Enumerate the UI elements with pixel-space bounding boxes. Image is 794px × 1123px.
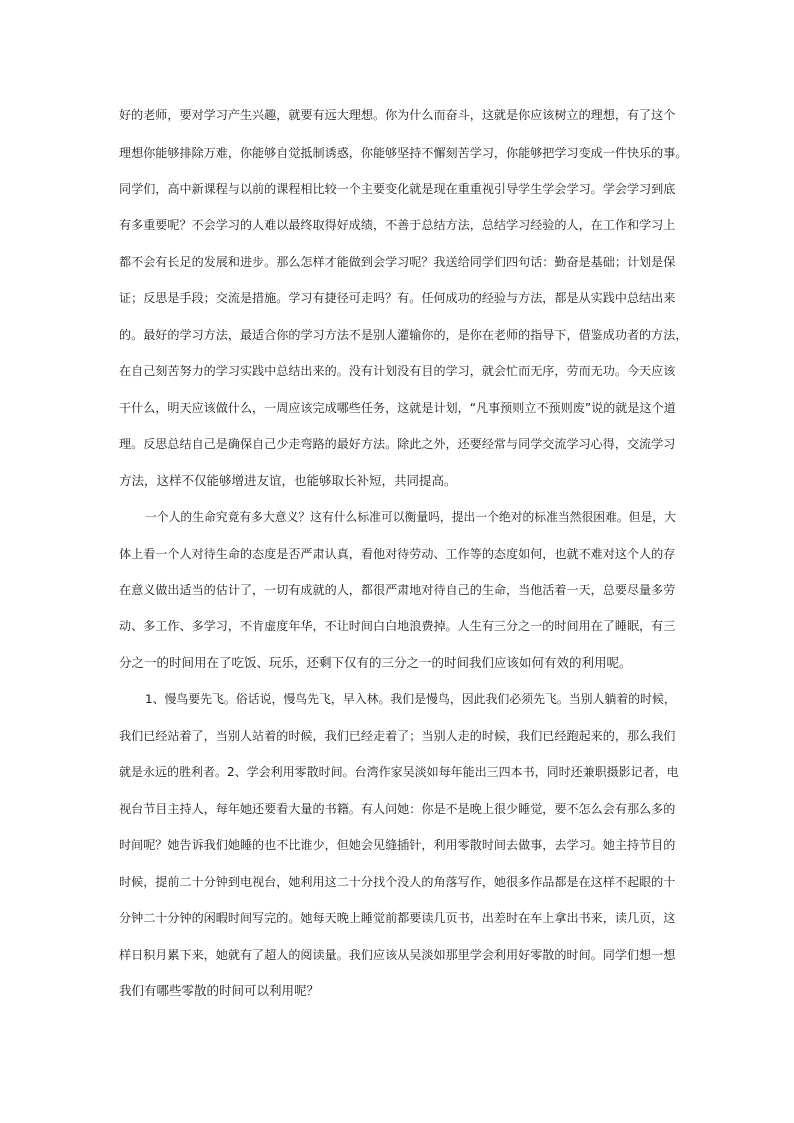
text-line: 方法，这样不仅能够增进友谊，也能够取长补短，共同提高。 [119,473,457,488]
text-line: 我们有哪些零散的时间可以利用呢？ [119,983,320,998]
text-line: 视台节目主持人，每年她还要看大量的书籍。有人问她：你是不是晚上很少睡觉，要不怎么会有那么多的 [119,802,676,816]
text-line: 样日积月累下来，她就有了超人的阅读量。我们应该从吴淡如那里学会利用好零散的时间。同学们想一想 [119,948,676,962]
text-line: 时候，提前二十分钟到电视台，她利用这二十分找个没人的角落写作，她很多作品都是在这样不起眼的十 [119,875,676,889]
text-line: 有多重要呢？不会学习的人难以最终取得好成绩，不善于总结方法，总结学习经验的人，在工作和学习上 [119,218,676,232]
text-line: 在自己刻苦努力的学习实践中总结出来的。没有计划没有目的学习，就会忙而无序，劳而无功。今天应该 [119,364,676,378]
text-line: 证；反思是手段；交流是措施。学习有捷径可走吗？有。任何成功的经验与方法，都是从实践中总结出来 [119,291,676,305]
text-line: 理想你能够排除万难，你能够自觉抵制诱惑，你能够坚持不懈刻苦学习，你能够把学习变成一件快乐的事。 [119,146,687,160]
text-line: 理。反思总结自己是确保自己少走弯路的最好方法。除此之外，还要经常与同学交流学习心得，交流学习 [119,437,676,451]
text-line: 干什么，明天应该做什么，一周应该完成哪些任务，这就是计划，“凡事预则立不预则废”说的就是这个道 [119,401,676,415]
text-line: 时间呢？她告诉我们她睡的也不比谁少，但她会见缝插针，利用零散时间去做事，去学习。她主持节目的 [119,838,676,852]
text-line: 一个人的生命究竟有多大意义？这有什么标准可以衡量吗，提出一个绝对的标准当然很困难。但是，大 [145,510,676,524]
text-line: 1、慢鸟要先飞。俗话说，慢鸟先飞，早入林。我们是慢鸟，因此我们必须先飞。当别人躺着的时候， [145,692,676,706]
text-line: 体上看一个人对待生命的态度是否严肃认真，看他对待劳动、工作等的态度如何，也就不难对这个人的存 [119,547,676,561]
text-line: 在意义做出适当的估计了，一切有成就的人，都很严肃地对待自己的生命，当他活着一天，总要尽量多劳 [119,583,676,597]
text-line: 我们已经站着了，当别人站着的时候，我们已经走着了；当别人走的时候，我们已经跑起来的，那么我们 [119,729,676,743]
text-line: 动、多工作、多学习，不肯虚度年华，不让时间白白地浪费掉。人生有三分之一的时间用在了睡眠，有三 [119,619,676,633]
text-line: 分之一的时间用在了吃饭、玩乐，还剩下仅有的三分之一的时间我们应该如何有效的利用呢。 [119,655,632,670]
text-line: 同学们，高中新课程与以前的课程相比较一个主要变化就是现在重重视引导学生学会学习。学会学习到底 [119,182,676,196]
text-line: 都不会有长足的发展和进步。那么怎样才能做到会学习呢？我送给同学们四句话：勤奋是基础；计划是保 [119,255,676,269]
text-line: 分钟二十分钟的闲暇时间写完的。她每天晚上睡觉前都要读几页书，出差时在车上拿出书来，读几页，这 [119,911,676,925]
text-line: 的。最好的学习方法，最适合你的学习方法不是别人灌输你的，是你在老师的指导下，借鉴成功者的方法， [119,328,687,342]
text-line: 好的老师，要对学习产生兴趣，就要有远大理想。你为什么而奋斗，这就是你应该树立的理想，有了这个 [119,108,676,122]
text-line: 就是永远的胜利者。2、学会利用零散时间。台湾作家吴淡如每年能出三四本书，同时还兼职摄影记者，电 [119,765,679,779]
